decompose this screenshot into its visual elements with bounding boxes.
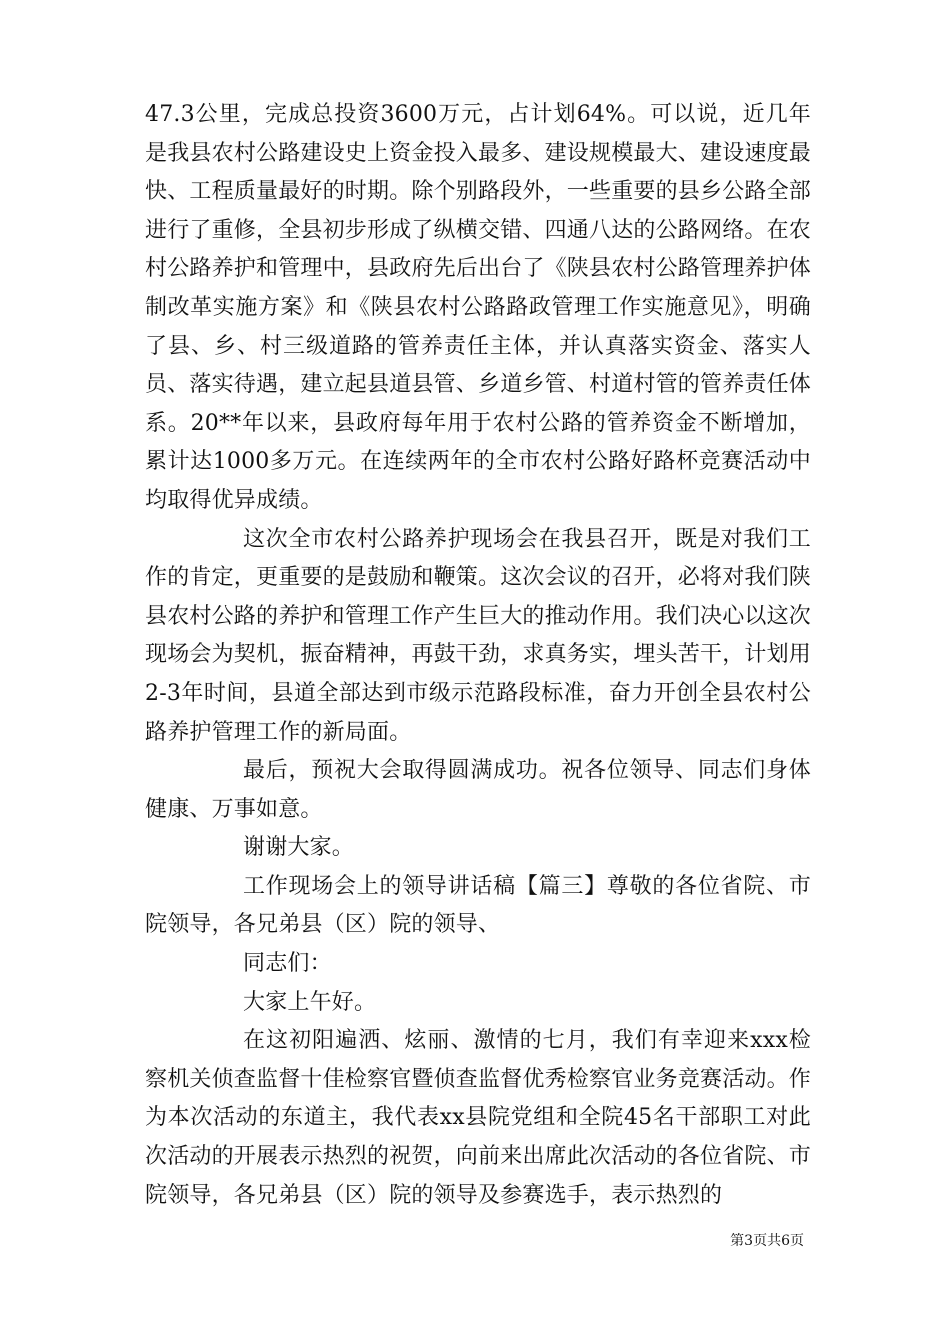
document-body	[145, 96, 811, 1215]
paragraph-4: 谢谢大家。	[243, 835, 355, 861]
paragraph-3: 最后，预祝大会取得圆满成功。祝各位领导、同志们身体健康、万事如意。	[145, 758, 811, 822]
paragraph-7: 大家上午好。	[243, 989, 377, 1015]
paragraph-1: 47.3公里，完成总投资3600万元，占计划64%。可以说，近几年是我县农村公路建设史上资金投入最多、建设规模最大、建设速度最快、工程质量最好的时期。除个别路段外，一些重要的县乡公路全部进行了重修，全县初步形成了纵横交错、四通八达的公路网络。在农村公路养护和管理中，县政府先后出台了《陕县农村公路管理养护体制改革实施方案》和《陕县农村公路路政管理工作实施意见》，明确了县、乡、村三级道路的管养责任主体，并认真落实资金、落实人员、落实待遇，建立起县道县管、乡道乡管、村道村管的管养责任体系。20**年以来，县政府每年用于农村公路的管养资金不断增加，累计达1000多万元。在连续两年的全市农村公路好路杯竞赛活动中均取得优异成绩。	[145, 102, 812, 513]
paragraph-6: 同志们：	[243, 951, 332, 977]
paragraph-5: 工作现场会上的领导讲话稿【篇三】尊敬的各位省院、市院领导，各兄弟县（区）院的领导、	[145, 873, 811, 938]
page-number-footer: 第3页共6页	[730, 1233, 804, 1249]
paragraph-2: 这次全市农村公路养护现场会在我县召开，既是对我们工作的肯定，更重要的是鼓励和鞭策。这次会议的召开，必将对我们陕县农村公路的养护和管理工作产生巨大的推动作用。我们决心以这次现场会为契机，振奋精神，再鼓干劲，求真务实，埋头苦干，计划用2-3年时间，县道全部达到市级示范路段标准，奋力开创全县农村公路养护管理工作的新局面。	[145, 526, 812, 745]
paragraph-8: 在这初阳遍洒、炫丽、激情的七月，我们有幸迎来xxx检察机关侦查监督十佳检察官暨侦查监督优秀检察官业务竞赛活动。作为本次活动的东道主，我代表xx县院党组和全院45名干部职工对此次活动的开展表示热烈的祝贺，向前来出席此次活动的各位省院、市院领导，各兄弟县（区）院的领导及参赛选手，表示热烈的	[145, 1028, 812, 1208]
